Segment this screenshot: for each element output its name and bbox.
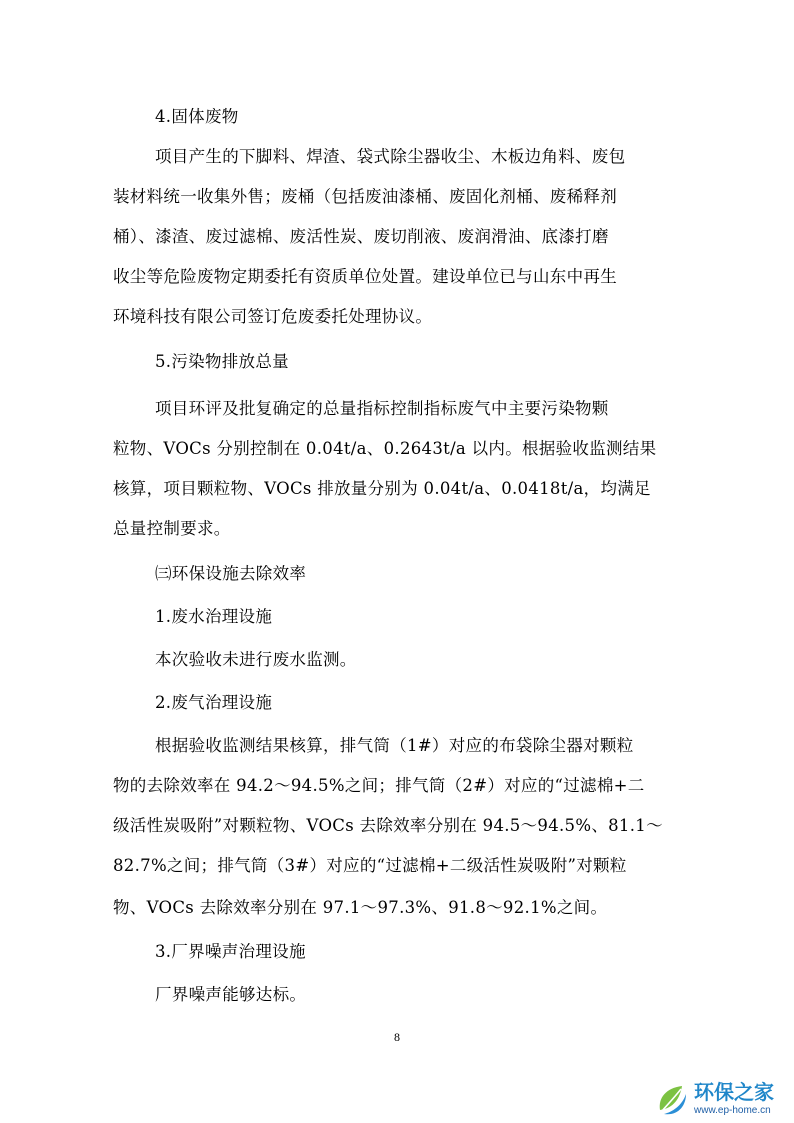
paragraph-line: 装材料统一收集外售；废桶（包括废油漆桶、废固化剂桶、废稀释剂 bbox=[113, 187, 617, 206]
paragraph-line: 核算，项目颗粒物、VOCs 排放量分别为 0.04t/a、0.0418t/a，均满足 bbox=[113, 479, 651, 498]
section-heading-wastewater: 1.废水治理设施 bbox=[155, 607, 273, 626]
watermark-title: 环保之家 bbox=[694, 1080, 774, 1104]
leaf-icon bbox=[652, 1080, 692, 1120]
watermark-logo bbox=[652, 1080, 792, 1120]
paragraph-line: 项目产生的下脚料、焊渣、袋式除尘器收尘、木板边角料、废包 bbox=[155, 147, 626, 166]
section-heading-noise: 3.厂界噪声治理设施 bbox=[155, 942, 306, 961]
paragraph-line: 82.7%之间；排气筒（3#）对应的“过滤棉+二级活性炭吸附”对颗粒 bbox=[113, 856, 627, 875]
section-heading-total-emission: 5.污染物排放总量 bbox=[155, 352, 289, 371]
paragraph-line: 粒物、VOCs 分别控制在 0.04t/a、0.2643t/a 以内。根据验收监测结果 bbox=[113, 439, 657, 458]
paragraph-line: 环境科技有限公司签订危废委托处理协议。 bbox=[113, 307, 433, 326]
section-heading-waste-gas: 2.废气治理设施 bbox=[155, 693, 273, 712]
paragraph-line: 物、VOCs 去除效率分别在 97.1～97.3%、91.8～92.1%之间。 bbox=[113, 898, 608, 917]
paragraph-line: 物的去除效率在 94.2～94.5%之间；排气筒（2#）对应的“过滤棉+二 bbox=[113, 776, 645, 795]
page-number: 8 bbox=[394, 1030, 400, 1044]
paragraph-line: 级活性炭吸附”对颗粒物、VOCs 去除效率分别在 94.5～94.5%、81.1～ bbox=[113, 816, 663, 835]
paragraph-line: 厂界噪声能够达标。 bbox=[155, 985, 307, 1004]
paragraph-line: 项目环评及批复确定的总量指标控制指标废气中主要污染物颗 bbox=[155, 399, 609, 418]
paragraph-line: 根据验收监测结果核算，排气筒（1#）对应的布袋除尘器对颗粒 bbox=[155, 736, 634, 755]
paragraph-line: 总量控制要求。 bbox=[113, 519, 231, 538]
section-heading-solid-waste: 4.固体废物 bbox=[155, 107, 239, 126]
watermark-url: www.ep-home.cn bbox=[694, 1105, 771, 1116]
paragraph-line: 本次验收未进行废水监测。 bbox=[155, 650, 357, 669]
section-heading-removal-efficiency: ㈢环保设施去除效率 bbox=[155, 564, 307, 583]
paragraph-line: 收尘等危险废物定期委托有资质单位处置。建设单位已与山东中再生 bbox=[113, 267, 617, 286]
paragraph-line: 桶）、漆渣、废过滤棉、废活性炭、废切削液、废润滑油、底漆打磨 bbox=[113, 227, 609, 246]
